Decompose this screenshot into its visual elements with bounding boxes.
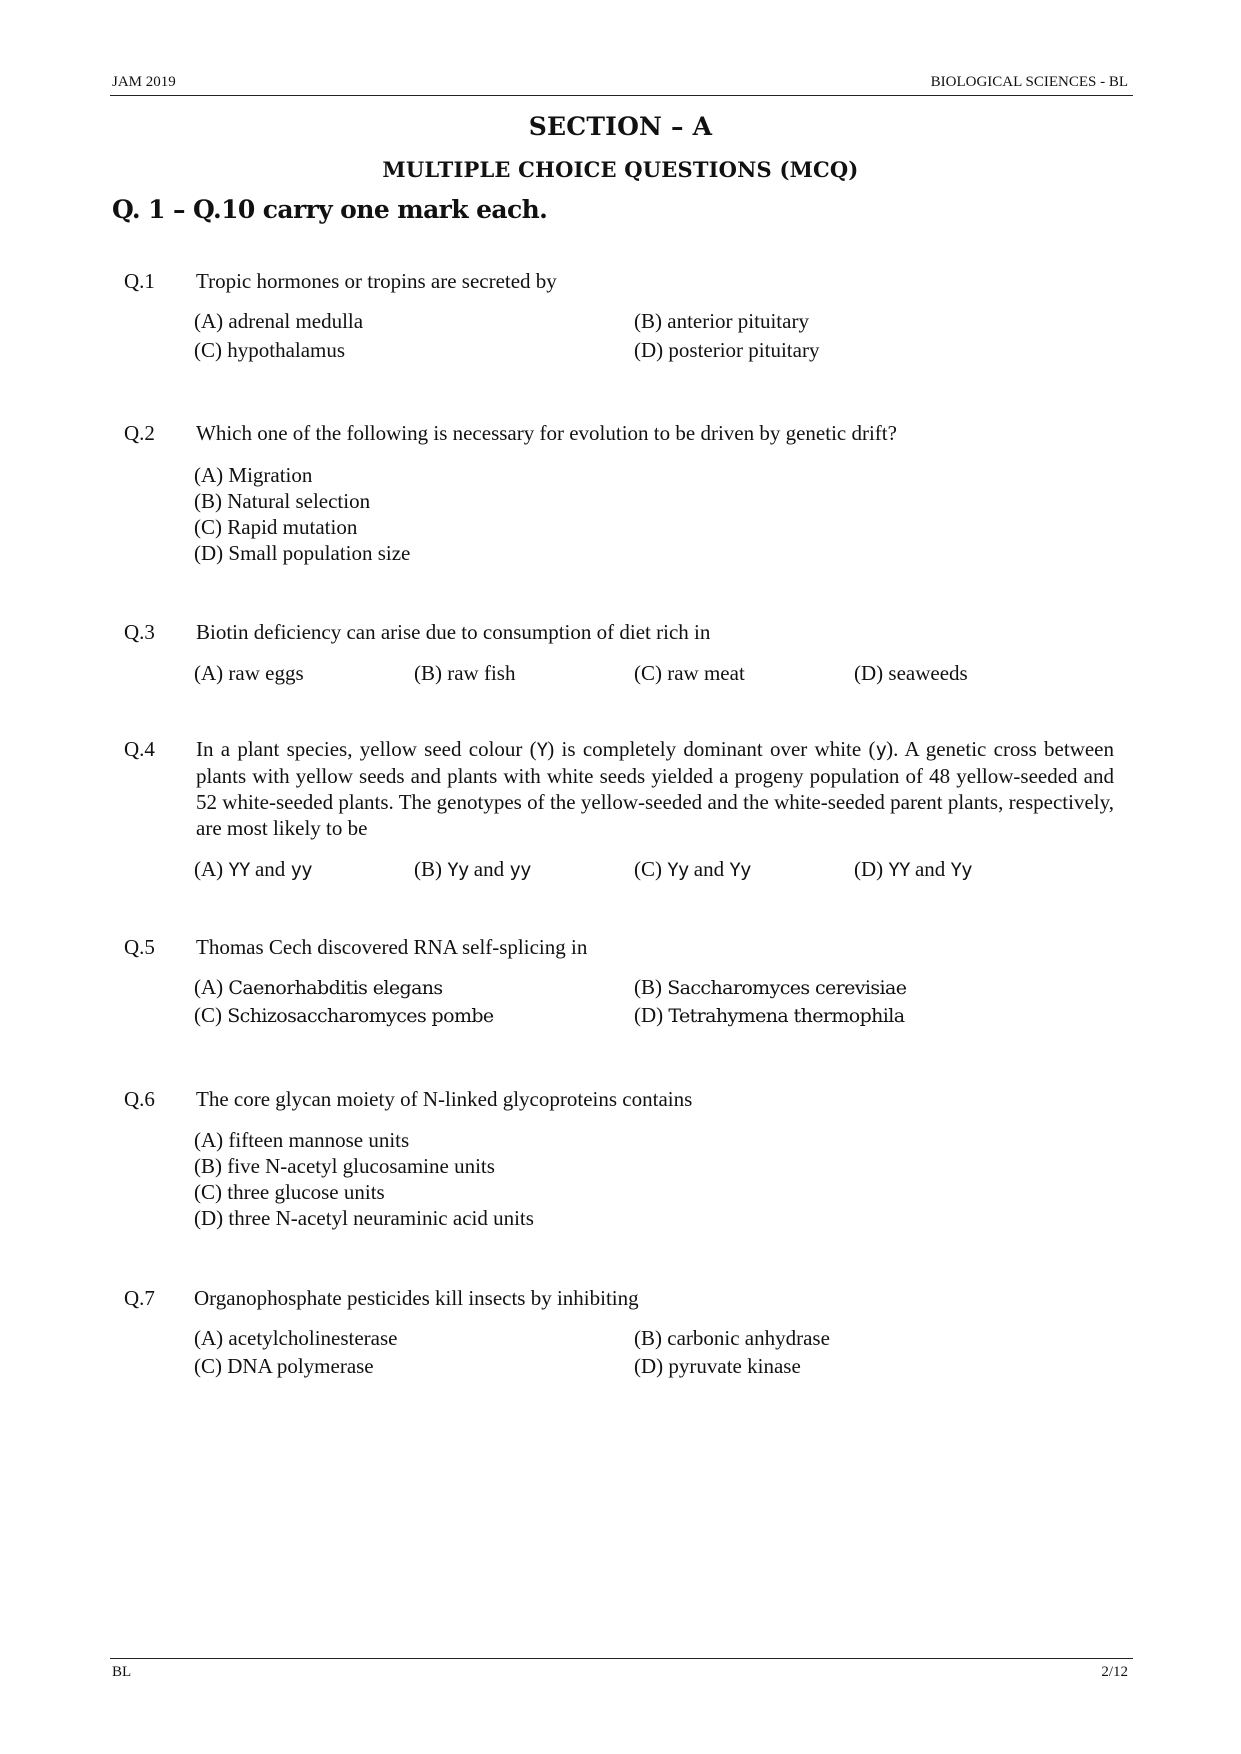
question-number: Q.7 bbox=[124, 1286, 155, 1310]
section-subtitle: MULTIPLE CHOICE QUESTIONS (MCQ) bbox=[382, 157, 859, 182]
option-label: (B) bbox=[414, 857, 448, 881]
genotype: YY bbox=[228, 859, 250, 881]
footer-paper-code: BL bbox=[112, 1664, 132, 1680]
option-label: (C) bbox=[194, 1003, 228, 1027]
header-exam-name: JAM 2019 bbox=[112, 74, 176, 90]
option-label: (D) bbox=[854, 857, 889, 881]
question-text: Thomas Cech discovered RNA self-splicing in bbox=[196, 935, 588, 959]
question-text: The core glycan moiety of N-linked glycoproteins contains bbox=[196, 1087, 693, 1111]
question-text: Biotin deficiency can arise due to consumption of diet rich in bbox=[196, 620, 711, 644]
question-number: Q.5 bbox=[124, 935, 155, 959]
page-number: 2/12 bbox=[1101, 1664, 1128, 1680]
option-a: (A) raw eggs bbox=[194, 661, 304, 685]
option-c: (C) DNA polymerase bbox=[194, 1354, 374, 1378]
allele-recessive: y bbox=[875, 739, 887, 761]
question-number: Q.1 bbox=[124, 269, 155, 293]
genotype: Yy bbox=[667, 859, 689, 881]
footer-divider bbox=[110, 1658, 1133, 1659]
option-a: (A) fifteen mannose units bbox=[194, 1128, 410, 1152]
question-number: Q.6 bbox=[124, 1087, 155, 1111]
option-connector: and bbox=[909, 857, 951, 881]
option-d: (D) three N-acetyl neuraminic acid units bbox=[194, 1206, 534, 1230]
allele-dominant: Y bbox=[536, 739, 548, 761]
option-d: (D) Small population size bbox=[194, 541, 411, 565]
option-connector: and bbox=[249, 857, 291, 881]
option-d: (D) posterior pituitary bbox=[634, 338, 820, 362]
option-d: (D) seaweeds bbox=[854, 661, 968, 685]
species-name: Caenorhabditis elegans bbox=[228, 977, 443, 999]
genotype: Yy bbox=[950, 859, 972, 881]
option-connector: and bbox=[468, 857, 510, 881]
header-divider bbox=[110, 95, 1133, 96]
question-text-part: ) is completely dominant over white ( bbox=[547, 737, 876, 761]
option-d bbox=[634, 1002, 904, 1029]
genotype: Yy bbox=[729, 859, 751, 881]
option-label: (C) bbox=[634, 857, 668, 881]
option-a: (A) acetylcholinesterase bbox=[194, 1326, 398, 1350]
option-b: (B) carbonic anhydrase bbox=[634, 1326, 830, 1350]
question-text: Which one of the following is necessary for evolution to be driven by genetic drift? bbox=[196, 421, 897, 445]
option-a bbox=[194, 974, 443, 1001]
genotype: yy bbox=[290, 859, 312, 881]
genotype: Yy bbox=[447, 859, 469, 881]
question-number: Q.3 bbox=[124, 620, 155, 644]
question-text-part: ). A genetic cross between plants with yellow seeds and plants with white seeds yielded a progeny population of 48 yellow-seeded and 52 white-seeded plants. The genotypes of the yellow-seeded and the white-seeded parent plants, respectively, are most likely to be bbox=[196, 737, 1115, 840]
question-text bbox=[196, 736, 1114, 841]
option-c bbox=[634, 856, 751, 883]
option-d bbox=[854, 856, 972, 883]
option-b: (B) raw fish bbox=[414, 661, 516, 685]
species-name: Schizosaccharomyces pombe bbox=[227, 1005, 494, 1027]
option-label: (D) bbox=[634, 1003, 669, 1027]
question-number: Q.2 bbox=[124, 421, 155, 445]
option-c: (C) Rapid mutation bbox=[194, 515, 358, 539]
species-name: Tetrahymena thermophila bbox=[668, 1005, 905, 1027]
option-b: (B) Natural selection bbox=[194, 489, 371, 513]
option-label: (A) bbox=[194, 857, 229, 881]
genotype: YY bbox=[888, 859, 910, 881]
question-text: Organophosphate pesticides kill insects by inhibiting bbox=[194, 1286, 639, 1310]
header-paper-name: BIOLOGICAL SCIENCES - BL bbox=[930, 74, 1128, 90]
option-b: (B) five N-acetyl glucosamine units bbox=[194, 1154, 495, 1178]
option-c: (C) three glucose units bbox=[194, 1180, 385, 1204]
option-c bbox=[194, 1002, 494, 1029]
question-text-part: In a plant species, yellow seed colour ( bbox=[196, 737, 537, 761]
option-connector: and bbox=[688, 857, 730, 881]
genotype: yy bbox=[509, 859, 531, 881]
option-b bbox=[414, 856, 531, 883]
option-label: (B) bbox=[634, 975, 668, 999]
option-d: (D) pyruvate kinase bbox=[634, 1354, 801, 1378]
question-number: Q.4 bbox=[124, 737, 155, 761]
option-c: (C) hypothalamus bbox=[194, 338, 346, 362]
option-label: (A) bbox=[194, 975, 229, 999]
option-c: (C) raw meat bbox=[634, 661, 745, 685]
question-text: Tropic hormones or tropins are secreted by bbox=[196, 269, 557, 293]
option-a bbox=[194, 856, 312, 883]
option-a: (A) adrenal medulla bbox=[194, 309, 364, 333]
marks-note: Q. 1 – Q.10 carry one mark each. bbox=[112, 195, 548, 224]
option-a: (A) Migration bbox=[194, 463, 313, 487]
species-name: Saccharomyces cerevisiae bbox=[667, 977, 907, 999]
option-b: (B) anterior pituitary bbox=[634, 309, 809, 333]
section-title: SECTION – A bbox=[528, 112, 713, 141]
option-b bbox=[634, 974, 906, 1001]
